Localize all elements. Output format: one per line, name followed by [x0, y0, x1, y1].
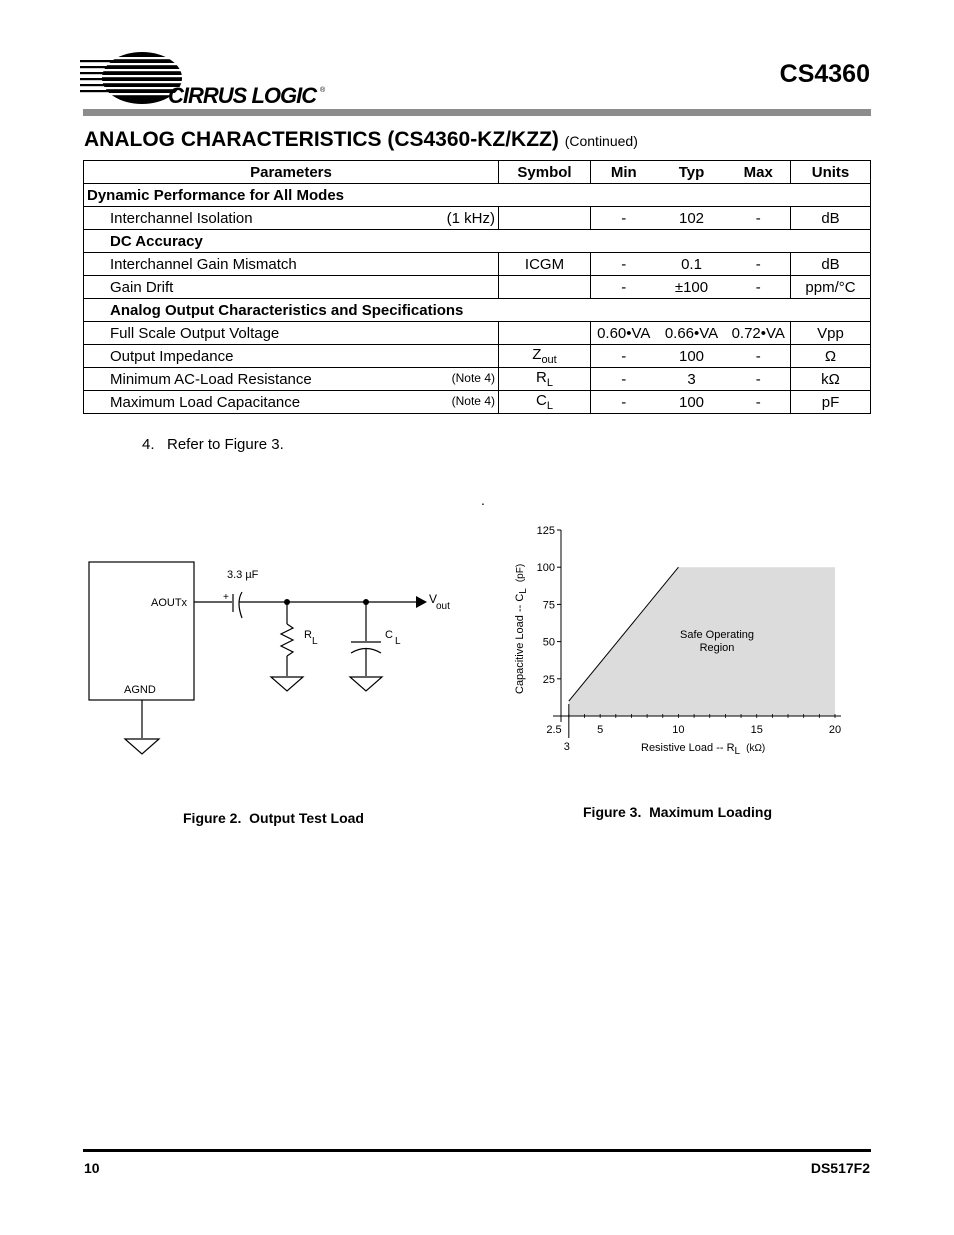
registered-mark: ® [320, 87, 326, 94]
table-row [84, 322, 871, 345]
symbol-cell [499, 368, 591, 391]
param-cell [84, 207, 499, 230]
group-dynamic-performance: Dynamic Performance for All Modes [84, 184, 871, 207]
symbol-cell: ICGM [499, 253, 591, 276]
footer-rule [83, 1149, 871, 1152]
units-cell: dB [791, 207, 871, 230]
y-tick-label: 25 [542, 673, 555, 686]
min-cell: - [591, 391, 657, 414]
x-axis-label-main: Resistive Load -- R [641, 742, 735, 754]
max-cell: 0.72•VA [727, 322, 791, 345]
header-parameters: Parameters [84, 161, 499, 184]
ground-cl-icon [350, 677, 382, 691]
rl-label-main: R [304, 629, 312, 641]
note-ref: (Note 4) [451, 393, 495, 408]
symbol-cell [499, 322, 591, 345]
x-axis-label-unit: (kΩ) [746, 743, 766, 754]
units-cell: Ω [791, 345, 871, 368]
min-cell: - [591, 207, 657, 230]
symbol-sub: L [546, 400, 553, 412]
cl-label-main: C [385, 629, 393, 641]
units-cell: Vpp [791, 322, 871, 345]
agnd-label: AGND [124, 684, 156, 696]
header-rule [83, 109, 871, 116]
table-group-row [84, 230, 871, 253]
maximum-loading-chart [505, 520, 850, 765]
footnote: 4. Refer to Figure 3. [142, 436, 284, 453]
y-tick-label: 125 [536, 525, 555, 537]
cap-plate-curved [239, 592, 242, 618]
device-box [89, 562, 194, 700]
max-cell: - [727, 391, 791, 414]
region-label-line2: Region [699, 642, 735, 654]
x-tick-label: 10 [672, 724, 685, 736]
table-row [84, 345, 871, 368]
figure2-caption: Figure 2. Output Test Load [183, 810, 364, 826]
section-title [84, 128, 638, 152]
param-name: Minimum AC-Load Resistance [110, 370, 312, 388]
document-id: DS517F2 [810, 1160, 870, 1176]
table-group-row [84, 184, 871, 207]
table-row [84, 391, 871, 414]
y-axis-label-sub: L [518, 588, 529, 594]
note-ref: (Note 4) [451, 370, 495, 385]
max-cell: - [727, 345, 791, 368]
typ-cell: 100 [657, 391, 727, 414]
typ-cell: 0.1 [657, 253, 727, 276]
rl-label-sub: L [312, 636, 318, 647]
figure3-caption: Figure 3. Maximum Loading [583, 804, 773, 820]
aout-label: AOUTx [151, 597, 188, 609]
y-axis-label-main: Capacitive Load -- C [514, 593, 526, 694]
units-cell: kΩ [791, 368, 871, 391]
y-axis-label [514, 564, 529, 694]
max-cell: - [727, 368, 791, 391]
typ-cell: ±100 [657, 276, 727, 299]
group-dc-accuracy: DC Accuracy [84, 230, 871, 253]
min-cell: - [591, 253, 657, 276]
max-cell: - [727, 253, 791, 276]
header-typ: Typ [657, 161, 727, 184]
vout-label-sub: out [436, 601, 450, 612]
param-name: Interchannel Gain Mismatch [84, 253, 499, 276]
x-axis-label [641, 742, 765, 757]
param-cell [84, 391, 499, 414]
table-group-row [84, 299, 871, 322]
table-row [84, 368, 871, 391]
symbol-cell [499, 276, 591, 299]
part-number: CS4360 [779, 60, 870, 88]
param-name: Gain Drift [84, 276, 499, 299]
param-name: Output Impedance [84, 345, 499, 368]
min-cell: - [591, 276, 657, 299]
junction-rl [284, 599, 290, 605]
param-name: Interchannel Isolation [110, 209, 253, 227]
table-row [84, 253, 871, 276]
output-test-load-schematic [80, 550, 470, 765]
junction-cl [363, 599, 369, 605]
min-cell: 0.60•VA [591, 322, 657, 345]
symbol-main: R [536, 369, 547, 386]
symbol-main: C [536, 392, 547, 409]
stray-dot: . [481, 492, 485, 508]
x-tick-label: 20 [828, 724, 842, 736]
section-continued: (Continued) [564, 133, 638, 149]
param-name: Full Scale Output Voltage [84, 322, 499, 345]
x-axis-label-sub: L [734, 746, 741, 757]
param-name: Maximum Load Capacitance [110, 393, 301, 411]
y-tick-label: 100 [536, 562, 555, 575]
y-axis-label-unit: (pF) [515, 563, 526, 583]
symbol-cell [499, 345, 591, 368]
ground-rl-icon [271, 677, 303, 691]
x-tick-label: 5 [597, 724, 604, 736]
y-tick-label: 75 [542, 599, 555, 612]
symbol-main: Z [532, 346, 542, 363]
table-header-row [84, 161, 871, 184]
typ-cell: 0.66•VA [657, 322, 727, 345]
header-symbol: Symbol [499, 161, 591, 184]
table-row [84, 207, 871, 230]
typ-cell: 3 [657, 368, 727, 391]
cl-label-sub: L [395, 636, 401, 647]
typ-cell: 100 [657, 345, 727, 368]
x-tick-label: 2.5 [546, 724, 562, 736]
vout-arrow-icon [416, 596, 427, 608]
x-tick-label: 15 [750, 724, 763, 736]
cap-plus-label: + [223, 592, 229, 603]
header-units: Units [791, 161, 871, 184]
min-cell: - [591, 368, 657, 391]
min-cell: - [591, 345, 657, 368]
symbol-sub: out [541, 354, 557, 366]
typ-cell: 102 [657, 207, 727, 230]
cap-value-label: 3.3 µF [227, 569, 259, 581]
group-analog-output: Analog Output Characteristics and Specifications [84, 299, 871, 322]
table-row [84, 276, 871, 299]
max-cell: - [727, 276, 791, 299]
header-max: Max [727, 161, 791, 184]
cirrus-logic-logo [80, 48, 340, 108]
header-min: Min [591, 161, 657, 184]
analog-characteristics-table [83, 160, 871, 414]
param-condition: (1 kHz) [446, 209, 495, 227]
units-cell: dB [791, 253, 871, 276]
region-label-line1: Safe Operating [680, 629, 754, 641]
ground-agnd-icon [125, 739, 159, 754]
section-title-text: ANALOG CHARACTERISTICS (CS4360-KZ/KZZ) [84, 128, 559, 151]
company-wordmark: CIRRUS LOGIC [168, 83, 317, 108]
units-cell: ppm/°C [791, 276, 871, 299]
y-tick-label: 50 [542, 636, 555, 649]
symbol-cell [499, 391, 591, 414]
symbol-cell [499, 207, 591, 230]
param-cell [84, 368, 499, 391]
symbol-sub: L [546, 377, 553, 389]
vout-label-main: V [429, 592, 438, 606]
max-cell: - [727, 207, 791, 230]
units-cell: pF [791, 391, 871, 414]
page-number: 10 [84, 1160, 100, 1176]
x-tick-label-3: 3 [563, 741, 570, 753]
resistor-rl [281, 624, 293, 656]
